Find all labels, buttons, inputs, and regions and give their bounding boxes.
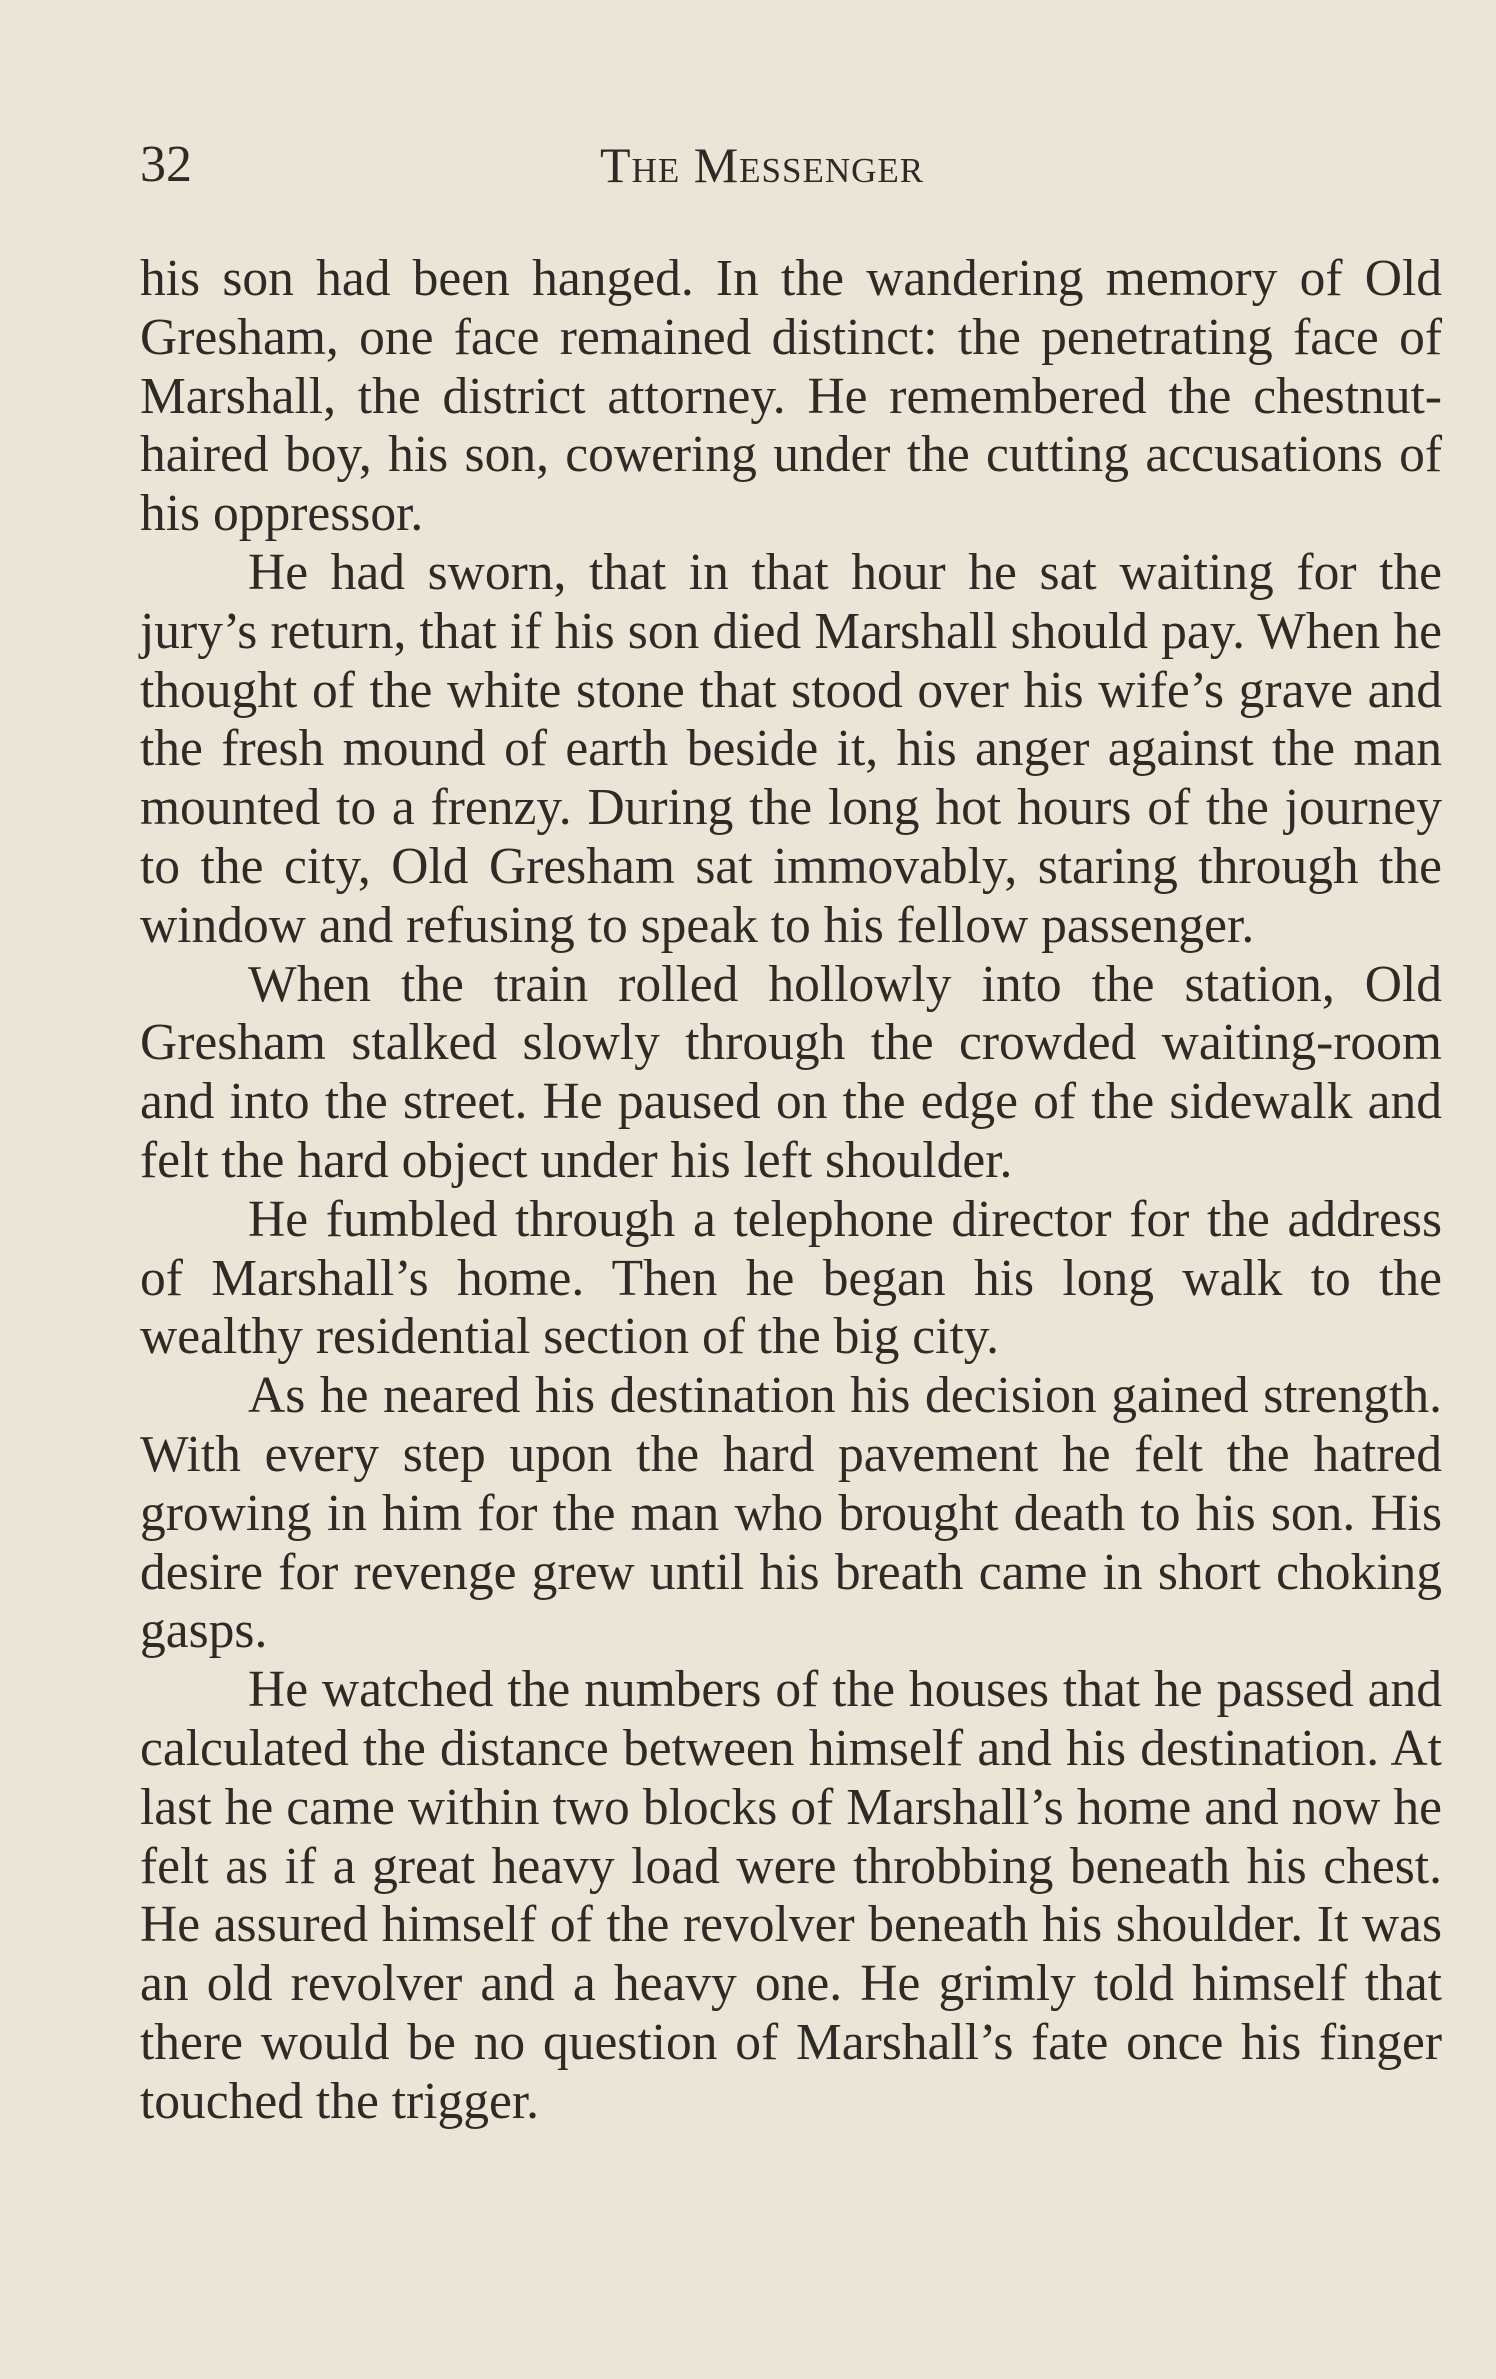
paragraph-continued: his son had been hanged. In the wandering memory of Old Gresham, one face remained distinct: the penetrating face of Marshall, the district attorney. He remembered the chestnut-haired boy, his son, cowering under the cutting accusations of his oppressor.	[140, 250, 1442, 543]
book-title: The Messenger	[600, 137, 925, 193]
paragraph: He fumbled through a telephone director for the address of Marshall’s home. Then he began his long walk to the wealthy residential section of the big city.	[140, 1190, 1442, 1366]
paragraph: He had sworn, that in that hour he sat waiting for the jury’s return, that if his son died Marshall should pay. When he thought of the white stone that stood over his wife’s grave and the fresh mound of earth beside it, his anger against the man mounted to a frenzy. During the long hot hours of the journey to the city, Old Gresham sat immovably, staring through the window and refusing to speak to his fellow passenger.	[140, 543, 1442, 954]
body-text	[140, 250, 1442, 2132]
paragraph: When the train rolled hollowly into the station, Old Gresham stalked slowly through the crowded waiting-room and into the street. He paused on the edge of the sidewalk and felt the hard object under his left shoulder.	[140, 955, 1442, 1189]
paragraph: He watched the numbers of the houses that he passed and calculated the distance between himself and his destination. At last he came within two blocks of Marshall’s home and now he felt as if a great heavy load were throbbing beneath his chest. He assured himself of the revolver beneath his shoulder. It was an old revolver and a heavy one. He grimly told himself that there would be no question of Marshall’s fate once his finger touched the trigger.	[140, 1661, 1442, 2130]
page-number: 32	[140, 136, 192, 193]
running-head	[140, 125, 1440, 205]
paragraph: As he neared his destination his decision gained strength. With every step upon the hard pavement he felt the hatred growing in him for the man who brought death to his son. His desire for revenge grew until his breath came in short choking gasps.	[140, 1367, 1442, 1660]
